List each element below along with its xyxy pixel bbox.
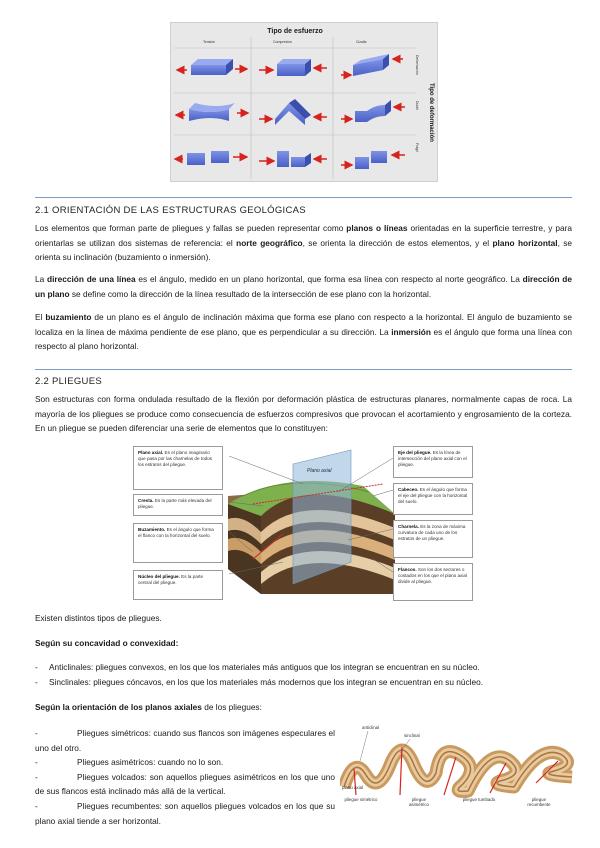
- callout-nucleo: Núcleo del pliegue. Es la parte central del pliegue.: [133, 570, 223, 600]
- section-rule-2-2: [35, 369, 572, 370]
- block-compresion-row1: [259, 59, 327, 76]
- list-item-simetricos: - Pliegues simétricos: cuando sus flancos son imágenes especulares el uno del otro.: [35, 728, 335, 753]
- figure-title: Tipo de esfuerzo: [267, 28, 323, 35]
- block-cizalla-row2: [341, 100, 405, 122]
- section-rule-2-1: [35, 197, 572, 198]
- stress-blocks-drawing: [171, 23, 421, 183]
- callout-charnela: Charnela. Es la zona de máxima curvatura de cada uno de los estratos de un pliegue.: [393, 520, 473, 558]
- side-title: Tipo de deformación: [428, 83, 434, 142]
- fold-types-figure: [340, 725, 575, 811]
- label-sinclinal: sinclinal: [404, 733, 420, 738]
- list-item-asimetricos: - Pliegues asimétricos: cuando no lo son.: [35, 757, 224, 768]
- concavity-heading: Según su concavidad o convexidad:: [35, 638, 179, 648]
- callout-plano-axial: Plano axial. Es el plano imaginario que pasa por las charnelas de todos los estratos del pliegue.: [133, 446, 223, 490]
- section-heading-pliegues: 2.2 PLIEGUES: [35, 376, 102, 387]
- paragraph-pliegues-intro: Son estructuras con forma ondulada resultado de la flexión por deformación plástica de estructuras planares, normalmente capas de roca. La mayoría de los pliegues se produce como consecuencia de esfuerzos compresivos que provocan el acortamiento y engrosamiento de la corteza. En un pliegue se pueden diferenciar una serie de elementos que lo constituyen:: [35, 394, 572, 434]
- axial-plane-label: Plano axial: [307, 468, 332, 474]
- callout-buzamiento: Buzamiento. Es el ángulo que forma el flanco con la horizontal del suelo.: [133, 523, 223, 563]
- block-compresion-row2: [259, 99, 327, 125]
- callout-cresta: Cresta. Es la parte más elevada del pliegue.: [133, 494, 223, 516]
- block-cizalla-row1: [341, 54, 403, 76]
- paragraph-orientacion-intro: Los elementos que forman parte de pliegues y fallas se pueden representar como planos o líneas orientadas en la superficie terrestre, y para orientarlas se utilizan dos sistemas de referencia: el norte geográfico, se orienta la dirección de estos elementos, y el plano horizontal, se orienta su inclinación (buzamiento o inmersión).: [35, 223, 573, 263]
- list-item-anticlinales: - Anticlinales: pliegues convexos, en los que los materiales más antiguos que los integran se encuentran en su núcleo.: [35, 662, 480, 672]
- callout-flancos: Flancos. Son los dos sectores o costados en los que el plano axial divide al pliegue.: [393, 563, 473, 601]
- block-tension-row2: [176, 103, 248, 121]
- callout-eje: Eje del pliegue. Es la línea de intersección del plano axial con el pliegue.: [393, 446, 473, 478]
- label-anticlinal: anticlinal: [362, 725, 380, 730]
- column-label-cizalla: Cizalla: [356, 40, 367, 44]
- paragraph-direccion: La dirección de una línea es el ángulo, medido en un plano horizontal, que forma esa línea con respecto al norte geográfico. La dirección de un plano se define como la dirección de la línea resultado de la intersección de ese plano con la horizontal.: [35, 274, 572, 299]
- label-pliegue-tumbado: pliegue tumbado: [462, 797, 496, 802]
- row-label-deformacion: Deformación: [415, 55, 419, 75]
- block-tension-row3: [175, 151, 247, 165]
- block-tension-row1: [177, 59, 247, 75]
- axial-heading: Según la orientación de los planos axiales de los pliegues:: [35, 702, 262, 712]
- list-item-volcados: - Pliegues volcados: son aquellos pliegues asimétricos en los que uno de sus flancos está inclinado más allá de la vertical.: [35, 771, 335, 797]
- column-label-tension: Tensión: [203, 40, 216, 44]
- paragraph-buzamiento: El buzamiento de un plano es el ángulo de inclinación máxima que forma ese plano con respecto a la horizontal. El ángulo de buzamiento se localiza en la línea de máxima pendiente de ese plano, que es perpendicular a su dirección. La inmersión es el ángulo que forma una línea con respecto al plano horizontal.: [35, 312, 572, 352]
- section-heading-orientacion: 2.1 ORIENTACIÓN DE LAS ESTRUCTURAS GEOLÓGICAS: [35, 205, 306, 216]
- label-pliegue-recumbente: pliegue recumbente: [527, 797, 551, 807]
- block-compresion-row3: [259, 151, 327, 167]
- row-label-fragil: Frágil: [415, 143, 419, 152]
- stress-deformation-figure: [170, 22, 438, 182]
- block-cizalla-row3: [341, 151, 405, 169]
- fold-layers: [344, 750, 572, 791]
- axial-types-list: [35, 726, 335, 828]
- row-label-ductil: Dúctil: [415, 101, 419, 110]
- label-plano-axial: plano axial: [342, 785, 363, 790]
- fold-elements-figure: [133, 444, 473, 602]
- types-intro: Existen distintos tipos de pliegues.: [35, 613, 162, 623]
- label-pliegue-simetrico: pliegue simétrico: [344, 797, 378, 802]
- list-item-sinclinales: - Sinclinales: pliegues cóncavos, en los que los materiales más modernos que los integran se encuentran en su núcleo.: [35, 677, 483, 687]
- callout-cabeceo: Cabeceo. Es el ángulo que forma el eje del pliegue con la horizontal del suelo.: [393, 483, 473, 515]
- label-pliegue-asimetrico: pliegue asimétrico: [408, 797, 429, 807]
- column-label-compresion: Compresión: [273, 40, 292, 44]
- list-item-recumbentes: - Pliegues recumbentes: son aquellos pliegues volcados en los que su plano axial tiende a ser horizontal.: [35, 800, 335, 826]
